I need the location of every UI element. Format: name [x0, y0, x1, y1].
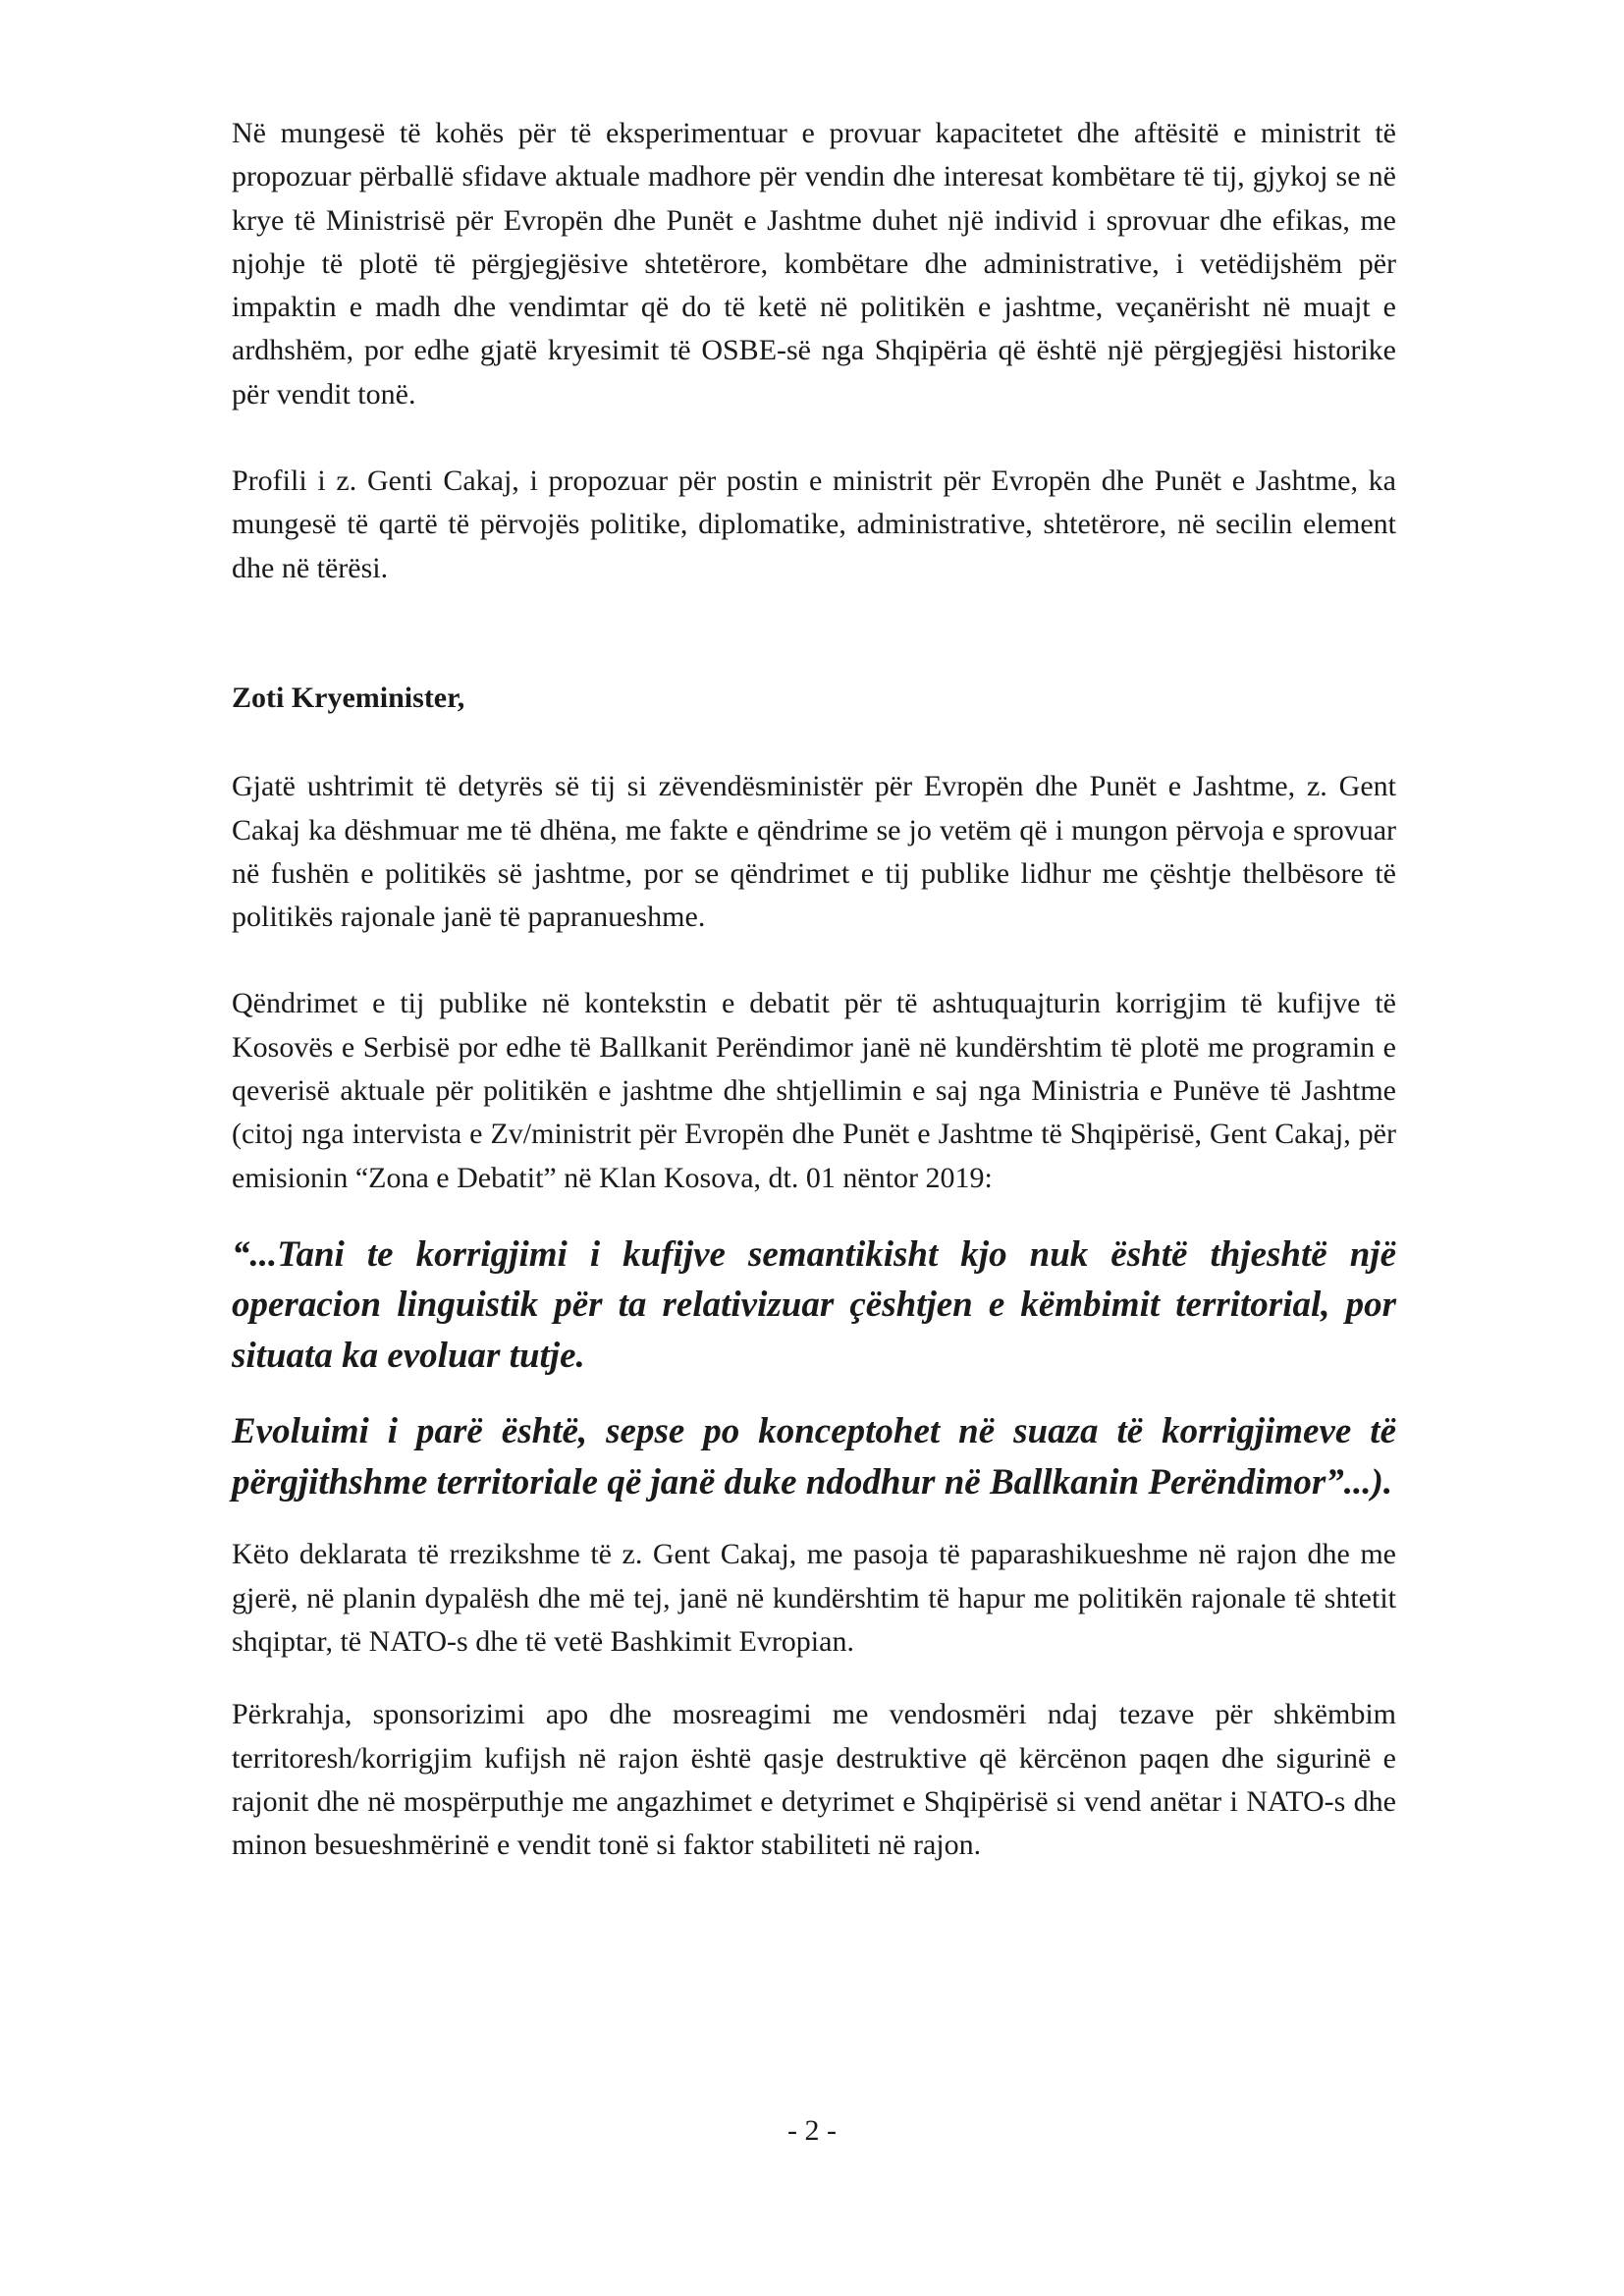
greeting-heading: Zoti Kryeminister,	[232, 681, 465, 714]
paragraph-candidate-profile: Profili i z. Genti Cakaj, i propozuar për postin e ministrit për Evropën dhe Punët e Jashtme, ka mungesë të qartë të përvojës politike, diplomatike, administrative, shtetërore, në secilin element dhe në tërësi.	[232, 465, 1396, 584]
paragraph-public-positions: Qëndrimet e tij publike në kontekstin e debatit për të ashtuquajturin korrigjim të kufijve të Kosovës e Serbisë por edhe të Ballkanit Perëndimor janë në kundërshtim të plotë me programin e qeverisë aktuale për politikën e jashtme dhe shtjellimin e saj nga Ministria e Punëve të Jashtme (citoj nga intervista e Zv/ministrit për Evropën dhe Punët e Jashtme të Shqipërisë, Gent Cakaj, për emisionin “Zona e Debatit” në Klan Kosova, dt. 01 nëntor 2019:	[232, 987, 1396, 1194]
paragraph-destructive-approach: Përkrahja, sponsorizimi apo dhe mosreagimi me vendosmëri ndaj tezave për shkëmbim territoresh/korrigjim kufijsh në rajon është qasje destruktive që kërcënon paqen dhe sigurinë e rajonit dhe në mospërputhje me angazhimet e detyrimet e Shqipërisë si vend anëtar i NATO-s dhe minon besueshmërinë e vendit tonë si faktor stabiliteti në rajon.	[232, 1698, 1396, 1862]
paragraph-dangerous-statements: Këto deklarata të rrezikshme të z. Gent Cakaj, me pasoja të paparashikueshme në rajon dhe me gjerë, në planin dypalësh dhe më tej, janë në kundërshtim të hapur me politikën rajonale të shtetit shqiptar, të NATO-s dhe të vetë Bashkimit Evropian.	[232, 1538, 1396, 1659]
paragraph-deputy-minister-record: Gjatë ushtrimit të detyrës së tij si zëvendësministër për Evropën dhe Punët e Jashtme, z. Gent Cakaj ka dëshmuar me të dhëna, me fakte e qëndrime se jo vetëm që i mungon përvoja e sprovuar në fushën e politikës së jashtme, por se qëndrimet e tij publike lidhur me çështje thelbësore të politikës rajonale janë të papranueshme.	[232, 770, 1396, 934]
paragraph-ministry-capacity: Në mungesë të kohës për të eksperimentuar e provuar kapacitetet dhe aftësitë e ministrit të propozuar përballë sfidave aktuale madhore për vendin dhe interesat kombëtare të tij, gjykoj se në krye të Ministrisë për Evropën dhe Punët e Jashtme duhet një individ i sprovuar dhe efikas, me njohje të plotë të përgjegjësive shtetërore, kombëtare dhe administrative, i vetëdijshëm për impaktin e madh dhe vendimtar që do të ketë në politikën e jashtme, veçanërisht në muajt e ardhshëm, por edhe gjatë kryesimit të OSBE-së nga Shqipëria që është një përgjegjësi historike për vendit tonë.	[232, 117, 1396, 410]
quote-border-correction: “...Tani te korrigjimi i kufijve semantikisht kjo nuk është thjeshtë një operacion linguistik për ta relativizuar çështjen e këmbimit territorial, por situata ka evoluar tutje.	[232, 1233, 1396, 1376]
document-body	[232, 112, 1396, 1868]
quote-evolution: Evoluimi i parë është, sepse po konceptohet në suaza të korrigjimeve të përgjithshme territoriale që janë duke ndodhur në Ballkanin Perëndimor”...).	[232, 1411, 1396, 1503]
page-number: - 2 -	[787, 2114, 837, 2147]
